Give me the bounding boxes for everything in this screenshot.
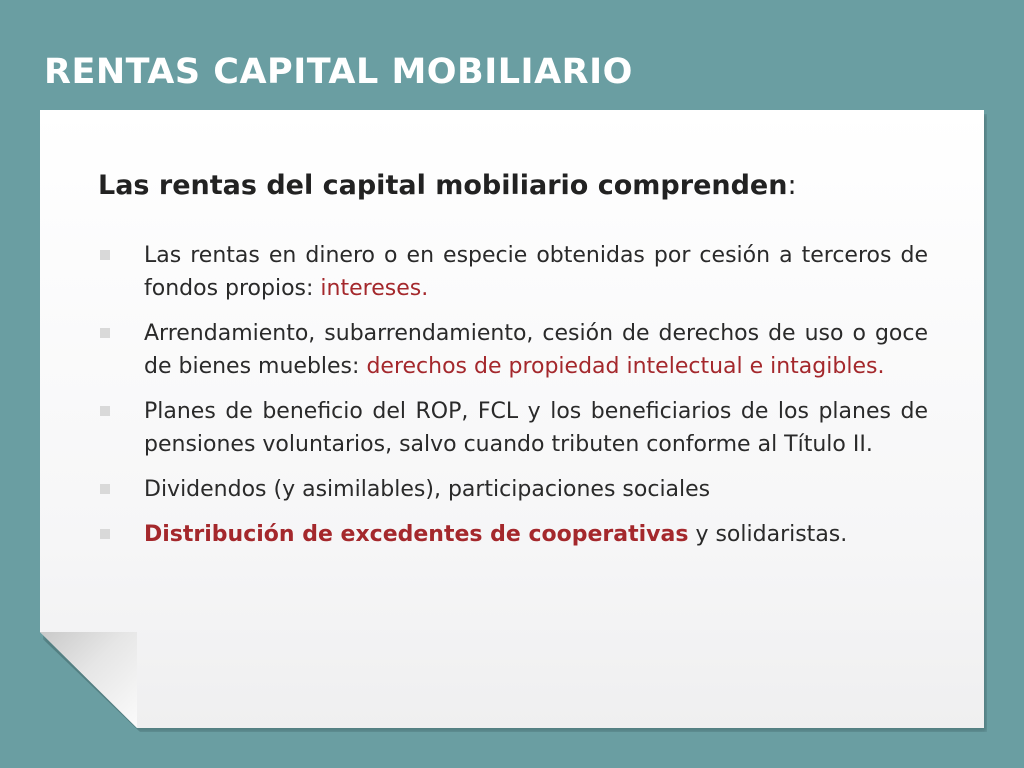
- slide-title: RENTAS CAPITAL MOBILIARIO: [44, 52, 633, 92]
- content-body: [98, 170, 928, 563]
- lead-text: Las rentas del capital mobiliario comprenden: [98, 170, 788, 201]
- square-bullet-icon: [100, 529, 110, 539]
- bullet-text: Arrendamiento, subarrendamiento, cesión de derechos de uso o goce de bienes muebles:: [144, 321, 928, 379]
- bullet-text: y solidaristas.: [688, 522, 848, 547]
- bullet-highlight: intereses.: [320, 276, 429, 301]
- bullet-text: Planes de beneficio del ROP, FCL y los beneficiarios de los planes de pensiones voluntarios, salvo cuando tributen conforme al Título II.: [144, 399, 928, 457]
- bullet-item-arrendamiento: [98, 317, 928, 383]
- square-bullet-icon: [100, 484, 110, 494]
- lead-colon: :: [787, 170, 797, 201]
- bullet-item-dividendos: [98, 473, 928, 506]
- bullet-list: [98, 239, 928, 551]
- bullet-item-intereses: [98, 239, 928, 305]
- bullet-item-planes: [98, 395, 928, 461]
- bullet-text: Las rentas en dinero o en especie obtenidas por cesión a terceros de fondos propios:: [144, 243, 928, 301]
- bullet-highlight: derechos de propiedad intelectual e intagibles.: [366, 354, 885, 379]
- square-bullet-icon: [100, 250, 110, 260]
- square-bullet-icon: [100, 328, 110, 338]
- bullet-highlight: Distribución de excedentes de cooperativas: [144, 522, 689, 547]
- lead-sentence: [98, 170, 928, 201]
- square-bullet-icon: [100, 406, 110, 416]
- bullet-item-cooperativas: [98, 518, 928, 551]
- bullet-text: Dividendos (y asimilables), participaciones sociales: [144, 477, 711, 502]
